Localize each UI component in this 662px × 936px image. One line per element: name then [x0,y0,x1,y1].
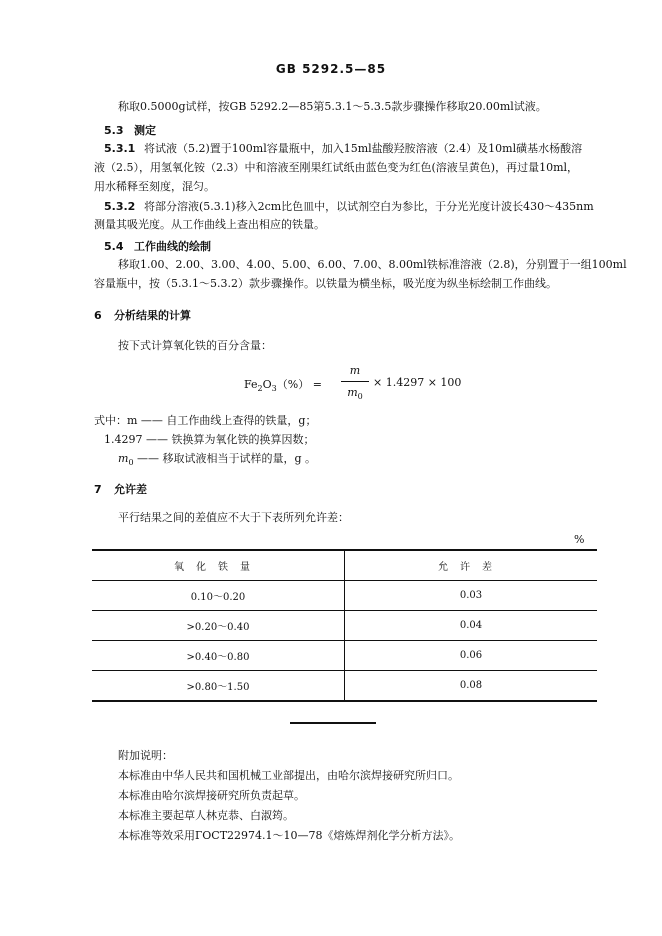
where-line3 [118,451,316,466]
section-5-3-1-line2: 液（2.5），用氢氧化铵（2.3）中和溶液至刚果红试纸由蓝色变为红色(溶液呈黄色)，再过量10ml， [94,161,579,174]
section-number: 6 [94,309,102,322]
section-6-intro: 按下式计算氧化铁的百分含量： [118,339,272,352]
clause-text: 将部分溶液(5.3.1)移入2cm比色皿中，以试剂空白为参比，于分光光度计波长430～435nm [144,200,594,213]
table-cell: 0.03 [345,581,598,611]
tolerance-table [92,549,597,702]
formula-fe: Fe [244,378,258,391]
notes-title: 附加说明： [118,749,173,762]
section-5-3-heading [104,122,156,138]
section-number: 7 [94,483,102,496]
end-rule-divider [290,722,376,724]
section-title: 工作曲线的绘制 [134,240,211,253]
section-title: 分析结果的计算 [114,309,191,322]
section-5-4-line1: 移取1.00、2.00、3.00、4.00、5.00、6.00、7.00、8.00ml铁标准溶液（2.8)，分别置于一组100ml [118,258,627,271]
section-5-3-2-line2: 测量其吸光度。从工作曲线上查出相应的铁量。 [94,218,325,231]
table-cell: >0.20～0.40 [92,611,345,641]
notes-line2: 本标准由哈尔滨焊接研究所负责起草。 [118,789,305,802]
table-cell: 0.04 [345,611,598,641]
where-line2: 1.4297 —— 铁换算为氧化铁的换算因数； [104,433,315,446]
clause-number: 5.3.2 [104,200,136,213]
section-5-4-heading [104,238,211,254]
notes-line4: 本标准等效采用ГОСТ22974.1～10—78《熔炼焊剂化学分析方法》。 [118,829,461,842]
table-cell: 0.08 [345,671,598,702]
column-header: 允许差 [345,550,598,581]
formula-unit: （%） = [276,378,322,391]
section-5-4-line2: 容量瓶中，按（5.3.1～5.3.2）款步骤操作。以铁量为横坐标，吸光度为纵坐标绘制工作曲线。 [94,277,557,290]
formula-lhs [244,376,322,392]
formula-sub: 3 [271,384,277,393]
formula-sub: 0 [357,392,363,401]
page-header: GB 5292.5—85 [275,62,387,76]
section-7-intro: 平行结果之间的差值应不大于下表所列允许差： [118,511,349,524]
table-row [92,581,597,611]
section-title: 测定 [134,124,156,137]
formula-sub: 2 [257,384,263,393]
table-cell: >0.80～1.50 [92,671,345,702]
section-5-3-1-line1 [104,141,582,156]
formula-o: O [262,378,272,391]
table-cell: 0.06 [345,641,598,671]
intro-paragraph: 称取0.5000g试样，按GB 5292.2—85第5.3.1～5.3.5款步骤操作移取20.00ml试液。 [118,100,547,113]
fraction-bar [341,381,369,382]
table-cell: >0.40～0.80 [92,641,345,671]
section-title: 允许差 [114,483,147,496]
where-text: —— 移取试液相当于试样的量，g 。 [133,452,317,465]
notes-line1: 本标准由中华人民共和国机械工业部提出，由哈尔滨焊接研究所归口。 [118,769,459,782]
where-line1: 式中：m —— 自工作曲线上查得的铁量，g； [94,414,317,427]
where-symbol: m [118,452,129,465]
clause-number: 5.3.1 [104,142,136,155]
table-header-row [92,550,597,581]
table-row [92,671,597,702]
column-header: 氧化铁量 [92,550,345,581]
notes-line3: 本标准主要起草人林克恭、白淑筠。 [118,809,294,822]
formula-denominator [340,386,370,399]
table-row [92,611,597,641]
table-cell: 0.10～0.20 [92,581,345,611]
section-5-3-1-line3: 用水稀释至刻度，混匀。 [94,180,215,193]
section-number: 5.3 [104,124,124,137]
unit-label: % [574,533,585,546]
clause-text: 将试液（5.2)置于100ml容量瓶中，加入15ml盐酸羟胺溶液（2.4）及10ml磺基水杨酸溶 [144,142,583,155]
formula-rhs: × 1.4297 × 100 [373,376,462,389]
section-7-heading [94,481,147,497]
formula-numerator: m [349,364,361,377]
table-row [92,641,597,671]
section-number: 5.4 [104,240,124,253]
section-6-heading [94,307,191,323]
formula-m: m [347,386,358,399]
where-sub: 0 [128,458,134,467]
section-5-3-2-line1 [104,199,594,214]
